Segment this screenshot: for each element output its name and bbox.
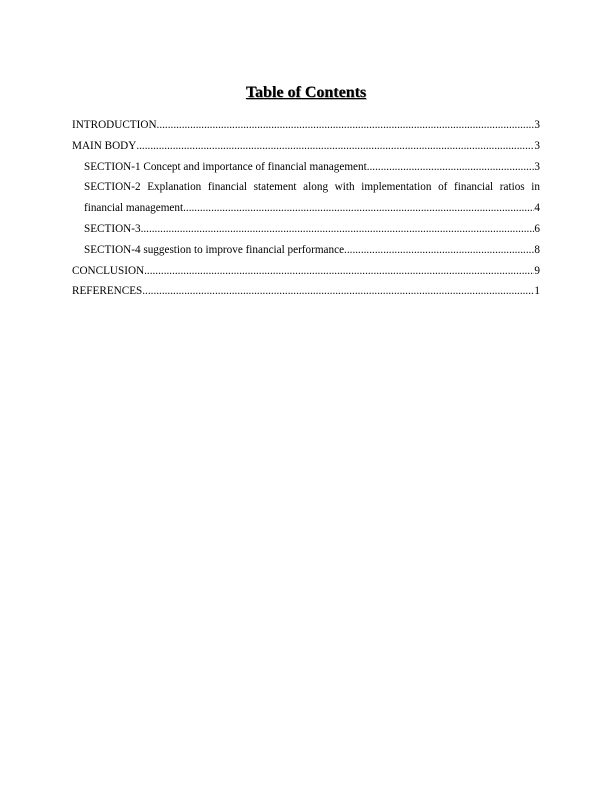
toc-entry-label: SECTION-4 suggestion to improve financial performance xyxy=(84,243,345,256)
toc-dot-leader xyxy=(141,219,535,240)
toc-dot-leader xyxy=(183,198,534,219)
toc-dot-leader xyxy=(136,136,534,157)
toc-entry-label: REFERENCES xyxy=(72,285,143,298)
toc-page-number: 8 xyxy=(534,243,540,256)
toc-entry-label: INTRODUCTION xyxy=(72,119,157,131)
toc-page-number: 6 xyxy=(534,222,540,235)
toc-page-number: 9 xyxy=(534,264,540,277)
toc-dot-leader xyxy=(367,157,535,178)
toc-dot-leader xyxy=(142,281,534,302)
toc-dot-leader xyxy=(157,115,535,136)
page-title: Table of Contents xyxy=(245,84,367,101)
toc-page-number: 3 xyxy=(534,139,540,152)
toc-entry-label: SECTION-3 xyxy=(84,222,141,235)
toc-entry-label: MAIN BODY xyxy=(72,139,137,152)
toc-page-number: 1 xyxy=(534,285,540,298)
toc-entry-section-2[interactable] xyxy=(72,198,540,219)
toc-entry-references[interactable] xyxy=(72,281,540,302)
toc-entry-main-body[interactable] xyxy=(72,136,540,157)
table-of-contents xyxy=(72,115,540,302)
toc-entry-label: financial management xyxy=(84,202,184,215)
toc-page-number: 3 xyxy=(534,160,540,173)
toc-entry-section-1[interactable] xyxy=(72,157,540,178)
toc-dot-leader xyxy=(344,240,534,261)
toc-entry-section-4[interactable] xyxy=(72,240,540,261)
toc-page-number: 3 xyxy=(534,119,540,131)
toc-entry-introduction[interactable] xyxy=(72,115,540,136)
toc-page-number: 4 xyxy=(534,202,540,215)
toc-entry-conclusion[interactable] xyxy=(72,261,540,282)
toc-entry-section-3[interactable] xyxy=(72,219,540,240)
toc-dot-leader xyxy=(144,261,534,282)
toc-entry-label: CONCLUSION xyxy=(72,264,145,277)
toc-entry-label: SECTION-1 Concept and importance of financial management xyxy=(84,160,367,173)
toc-entry-section-2-line-1[interactable]: SECTION-2 Explanation financial statement along with implementation of financial ratios in xyxy=(84,181,540,194)
